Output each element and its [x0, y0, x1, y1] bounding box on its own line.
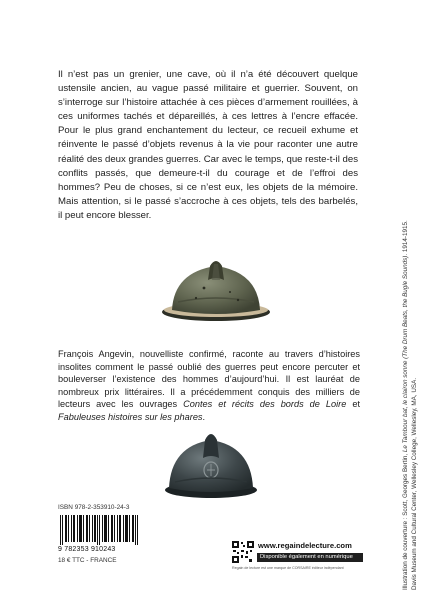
- author-bio-end: .: [202, 411, 206, 422]
- credit-line-2: Davis Museum and Cultural Center, Wellesley College, Wellesley, MA, USA.: [410, 377, 418, 590]
- qr-code-icon: [232, 541, 254, 563]
- back-cover-blurb: Il n’est pas un grenier, une cave, où il n’a été découvert quelque ustensile ancien, au vague passé militaire et guerrier. Souvent, on s’interroge sur l’histoire attachée à ces pièces d’armement rouillées, à ces uniformes tachés et dépareillés, à ces lettres à l’encre effacée. Pour le plus grand enchantement du lecteur, ce recueil exhume et réinvente le passé d’objets revenus à la vie pour raconter une autre réalité des deux grandes guerres. Car avec le temps, que reste-t-il des conflits passés, que demeure-t-il du courage et de l’effroi des hommes? Peu de choses, si ce n’est eux, les objets de la mémoire. Mais attention, si le passé s’accroche à ces objets, tels des barbelés, il peut encore blesser.: [58, 69, 358, 221]
- price-label: 18 € TTC - FRANCE: [58, 557, 117, 564]
- book-title-2: Fabuleuses histoires sur les phares: [58, 411, 203, 422]
- author-bio-text: François Angevin, nouvelliste confirmé, raconte au travers d’histoires insolites comment le passé oublié des guerres peut encore percuter et bouleverser l’existence des hommes d’aujourd’hui. Il est lauréat de nombreux prix littéraires. Il a précédemment conquis des milliers de lecteurs avec les ouvrages: [58, 349, 360, 410]
- barcode-image: [58, 515, 142, 545]
- khaki-helmet-image: [160, 258, 272, 324]
- credit-line-1: [402, 50, 411, 590]
- author-bio-connector: et: [346, 399, 361, 410]
- publisher-website: www.regaindelecture.com: [258, 541, 352, 550]
- publisher-note: Regain de lecture est une marque de CORSAIRE éditeur indépendant: [232, 566, 344, 570]
- barcode-block: [58, 504, 154, 564]
- isbn-label: ISBN 978-2-353910-24-3: [58, 504, 130, 511]
- book-title-1: Contes et récits des bords de Loire: [183, 399, 347, 410]
- credit-artwork-title: Le Tambour bat, le clairon sonne (The Drum Beats, the Bugle Sounds): [402, 255, 409, 453]
- credit-suffix: . 1914-1915.: [402, 220, 409, 256]
- barcode-digits: 9 782353 910243: [58, 546, 116, 553]
- digital-availability-banner: Disponible également en numérique: [257, 553, 363, 562]
- credit-prefix: Illustration de couverture : Scott, Georges Bertin,: [402, 452, 409, 590]
- dark-helmet-image: [163, 428, 259, 500]
- author-biography: [58, 348, 360, 424]
- cover-illustration-credit: [402, 50, 419, 590]
